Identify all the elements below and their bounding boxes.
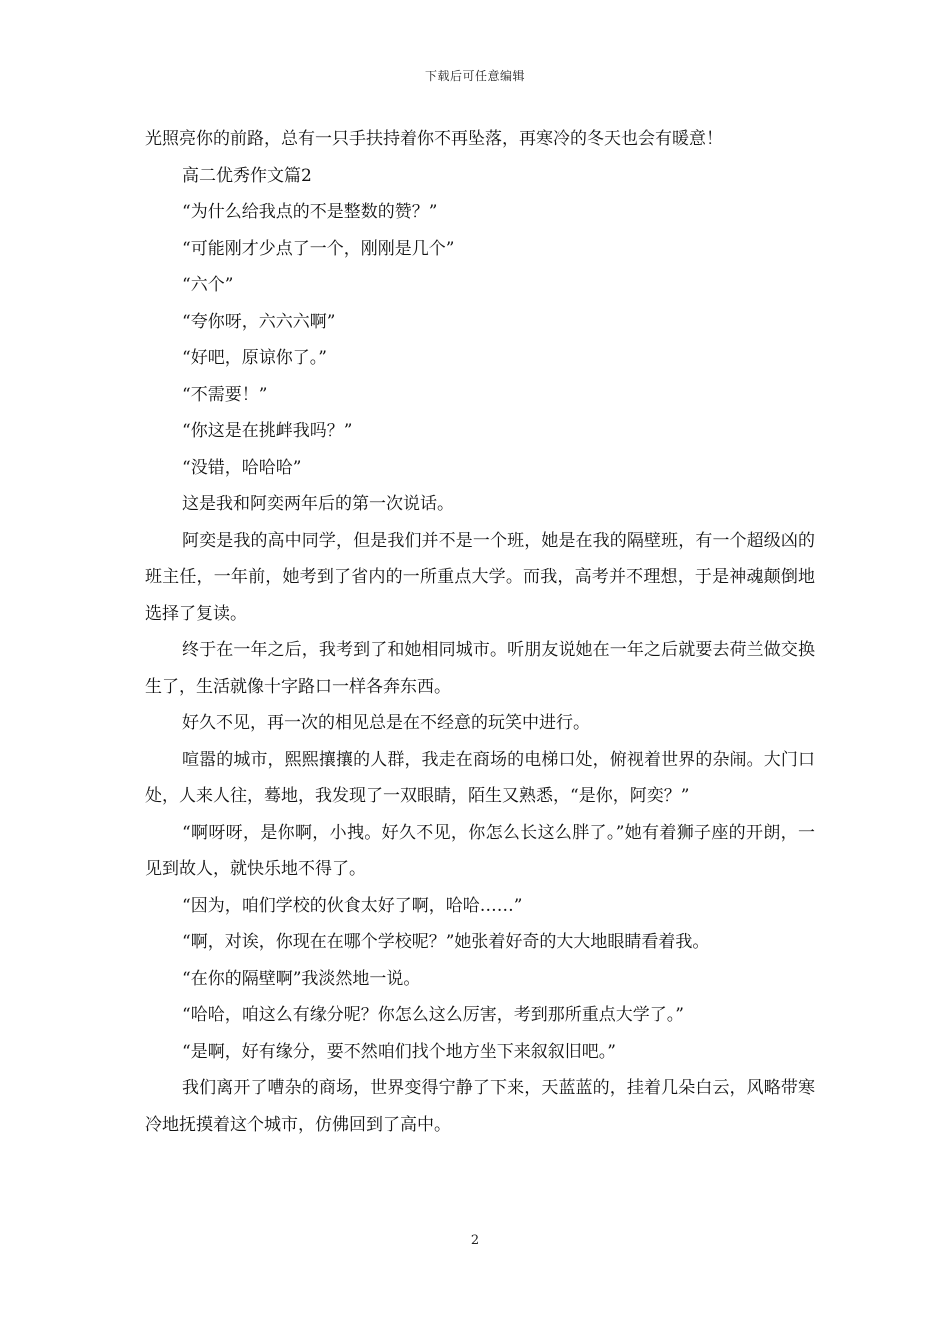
dialogue-line: “是啊，好有缘分，要不然咱们找个地方坐下来叙叙旧吧。”	[182, 1041, 616, 1062]
dialogue-line: “因为，咱们学校的伙食太好了啊，哈哈……”	[182, 895, 523, 916]
paragraph-10: 这是我和阿奕两年后的第一次说话。	[182, 494, 454, 514]
section-heading: 高二优秀作文篇2	[182, 165, 312, 186]
paragraph-21: 我们离开了嘈杂的商场，世界变得宁静了下来，天蓝蓝的，挂着几朵白云，风略带寒冷地抚摸着这个城市，仿佛回到了高中。	[145, 1078, 815, 1135]
dialogue-line: “你这是在挑衅我吗？”	[182, 421, 353, 441]
paragraph-11: 阿奕是我的高中同学，但是我们并不是一个班，她是在我的隔壁班，有一个超级凶的班主任，一年前，她考到了省内的一所重点大学。而我，高考并不理想，于是神魂颠倒地选择了复读。	[145, 530, 815, 624]
dialogue-line: “不需要！”	[182, 384, 268, 405]
page-number: 2	[470, 1233, 480, 1248]
dialogue-line: “啊，对诶，你现在在哪个学校呢？”她张着好奇的大大地眼睛看着我。	[182, 932, 710, 952]
paragraph-12: 终于在一年之后，我考到了和她相同城市。听朋友说她在一年之后就要去荷兰做交换生了，生活就像十字路口一样各奔东西。	[145, 640, 815, 697]
dialogue-line: “可能刚才少点了一个，刚刚是几个”	[182, 238, 455, 259]
paragraph-15: “啊呀呀，是你啊，小拽。好久不见，你怎么长这么胖了。”她有着狮子座的开朗，一见到故人，就快乐地不得了。	[145, 822, 815, 879]
page-header: 下载后可任意编辑	[424, 69, 525, 83]
dialogue-line: “六个”	[182, 275, 234, 295]
dialogue-line: “在你的隔壁啊”我淡然地一说。	[182, 968, 421, 989]
paragraph-14: 喧嚣的城市，熙熙攘攘的人群，我走在商场的电梯口处，俯视着世界的杂闹。大门口处，人来人往，蓦地，我发现了一双眼睛，陌生又熟悉，“是你，阿奕？”	[145, 749, 815, 806]
paragraph-0: 光照亮你的前路，总有一只手扶持着你不再坠落，再寒冷的冬天也会有暖意！	[145, 129, 723, 149]
dialogue-line: “为什么给我点的不是整数的赞？”	[182, 202, 438, 222]
document-body	[145, 121, 815, 1143]
dialogue-line: “夸你呀，六六六啊”	[182, 311, 336, 332]
paragraph-13: 好久不见，再一次的相见总是在不经意的玩笑中进行。	[182, 713, 590, 733]
dialogue-line: “没错，哈哈哈”	[182, 457, 302, 478]
dialogue-line: “哈哈，咱这么有缘分呢？你怎么这么厉害，考到那所重点大学了。”	[182, 1005, 684, 1025]
dialogue-line: “好吧，原谅你了。”	[182, 348, 327, 368]
